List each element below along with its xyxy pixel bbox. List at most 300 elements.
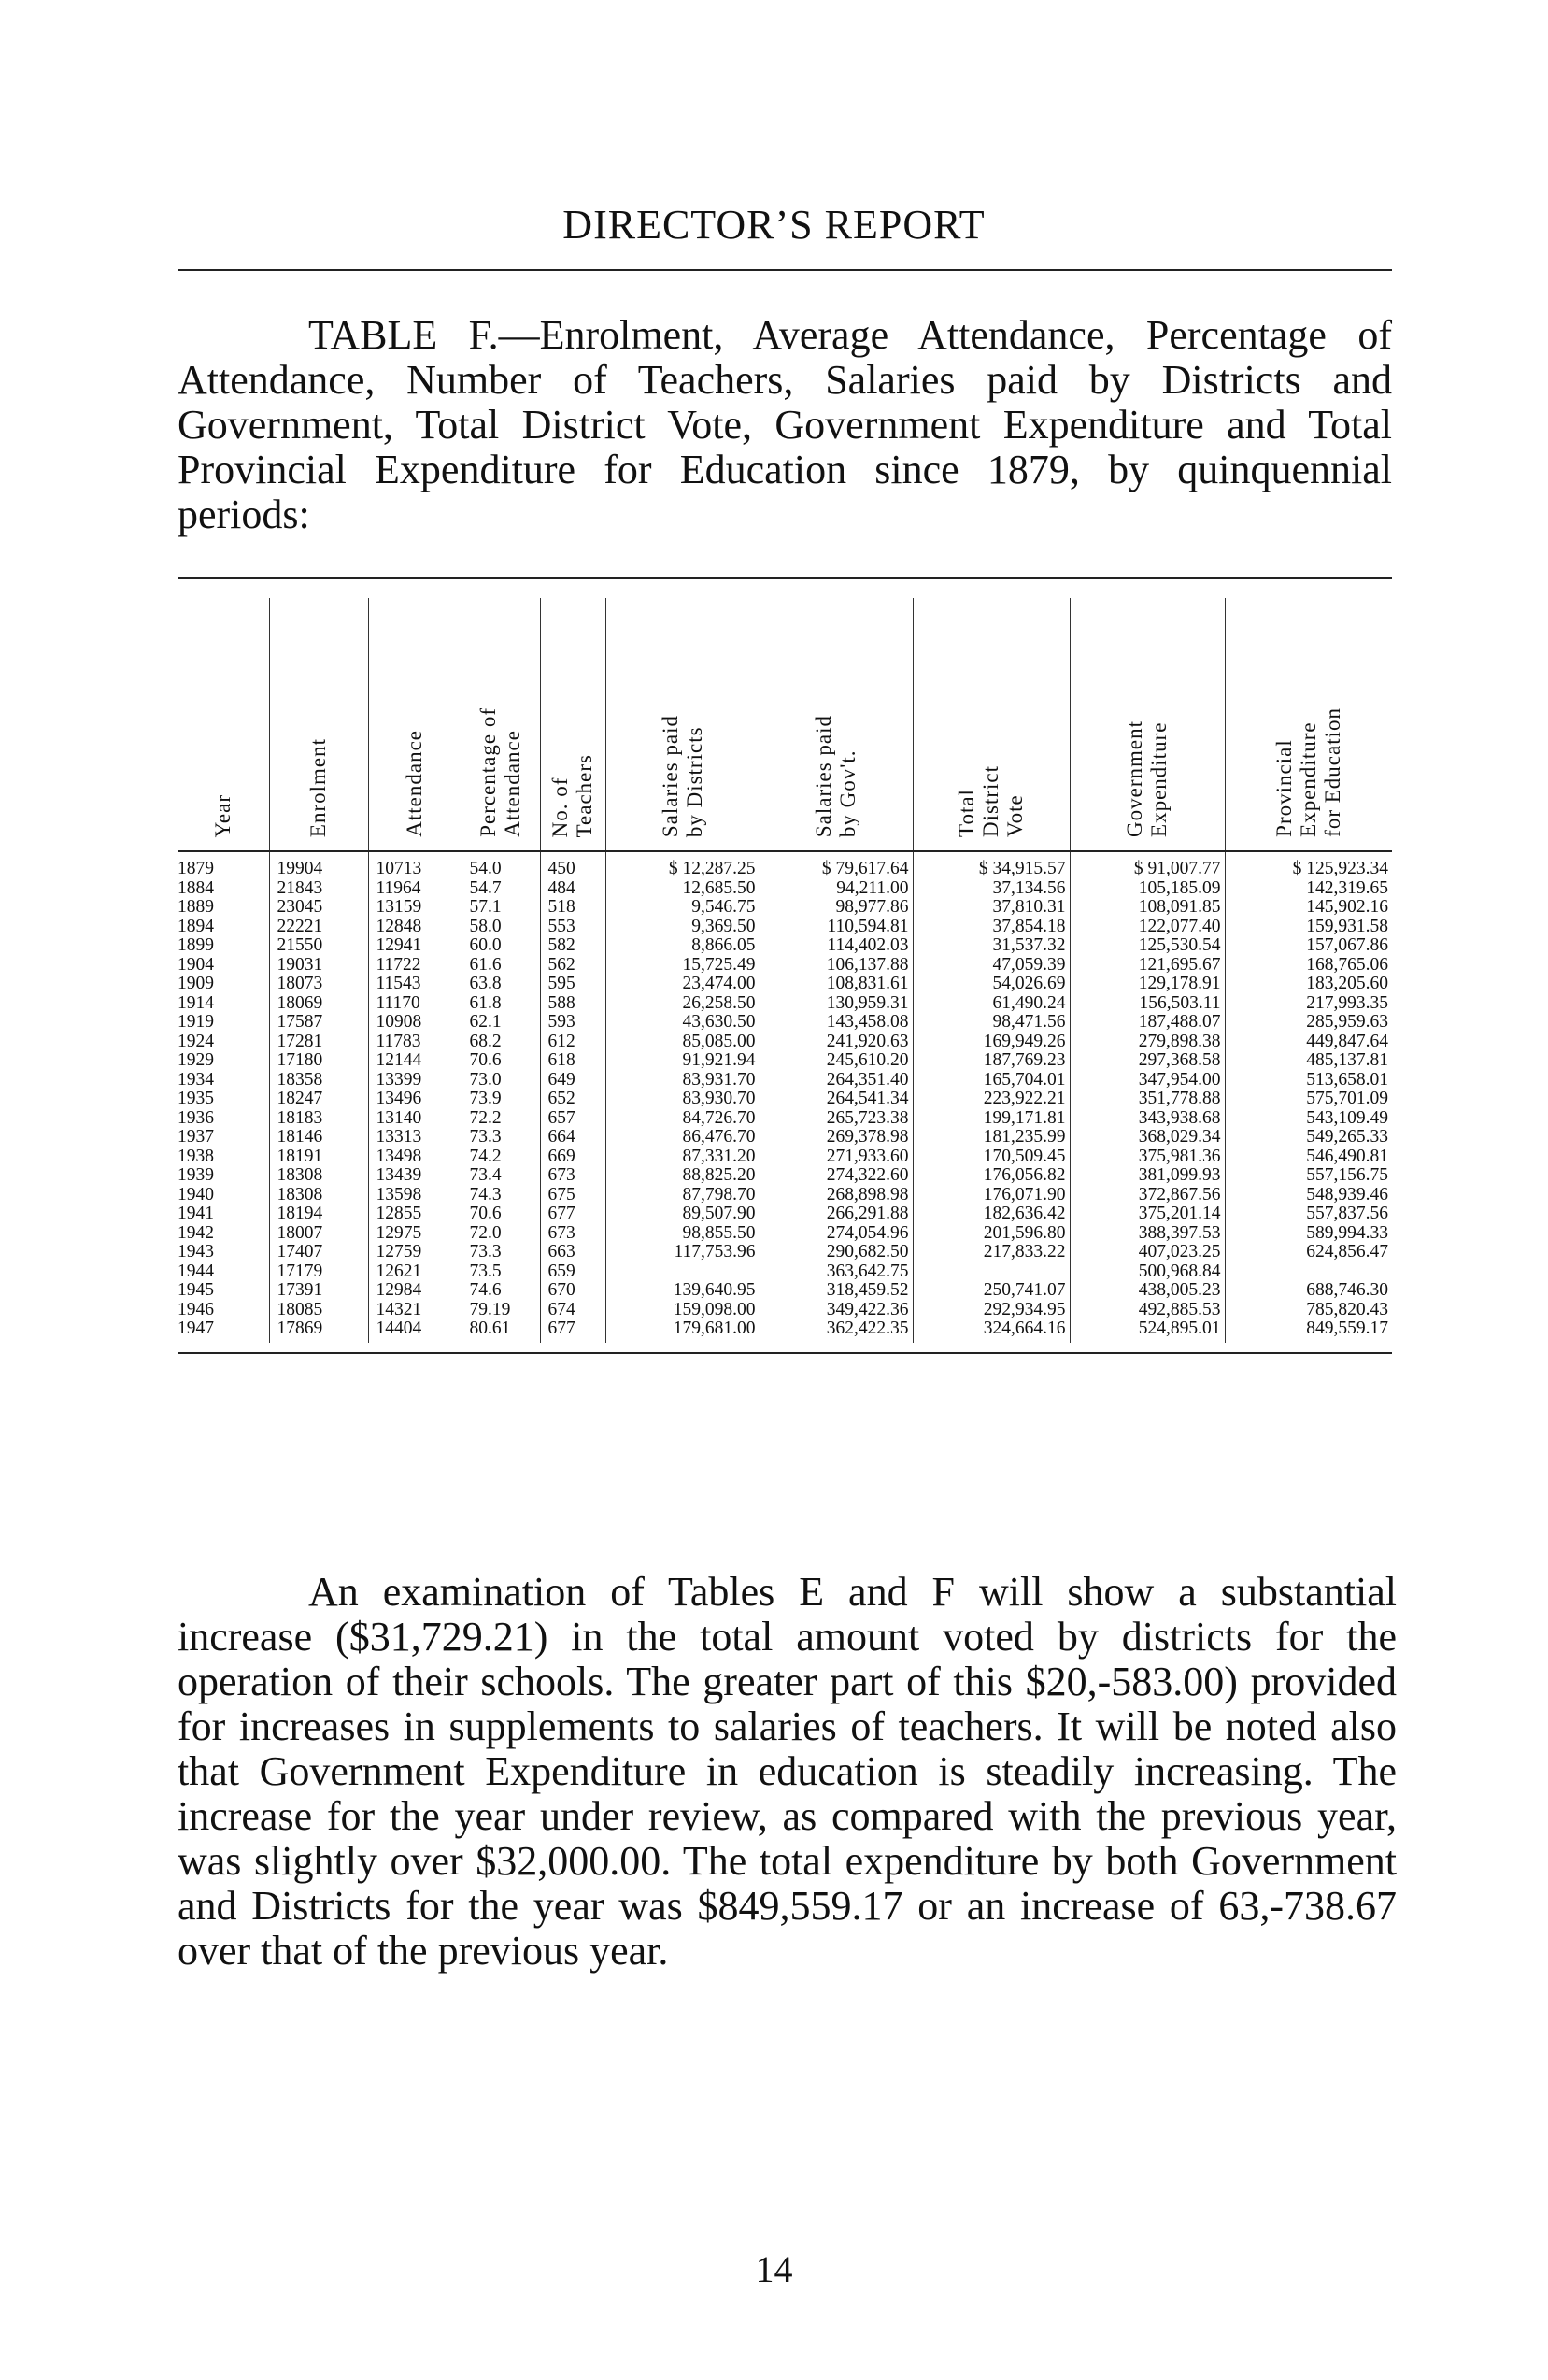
- table-cell: 217,833.22: [913, 1243, 1070, 1262]
- table-cell: 12759: [368, 1243, 462, 1262]
- table-cell: 159,931.58: [1225, 918, 1392, 937]
- table-cell: 12,685.50: [605, 879, 760, 899]
- table-cell: 677: [540, 1319, 605, 1343]
- table-cell: 108,091.85: [1070, 898, 1225, 918]
- table-cell: 266,291.88: [760, 1204, 913, 1224]
- table-cell: 157,067.86: [1225, 936, 1392, 956]
- table-cell: 279,898.38: [1070, 1033, 1225, 1052]
- table-cell: 62.1: [462, 1013, 540, 1033]
- table-row: [178, 1128, 1392, 1147]
- table-cell: 347,954.00: [1070, 1071, 1225, 1090]
- table-cell: 170,509.45: [913, 1147, 1070, 1167]
- table-cell: 1938: [178, 1146, 214, 1166]
- column-header-label: Year: [210, 793, 234, 837]
- table-cell: 543,109.49: [1225, 1109, 1392, 1129]
- table-row: [178, 1090, 1392, 1109]
- table-row: [178, 975, 1392, 994]
- table-cell: 669: [540, 1147, 605, 1167]
- table-cell: 849,559.17: [1225, 1319, 1392, 1343]
- table-row: [178, 994, 1392, 1014]
- table-cell: 553: [540, 918, 605, 937]
- table-row: [178, 956, 1392, 976]
- table-cell: 114,402.03: [760, 936, 913, 956]
- table-cell: 61.8: [462, 994, 540, 1014]
- column-header: [1070, 598, 1225, 851]
- table-cell: 9,369.50: [605, 918, 760, 937]
- table-cell: 14404: [368, 1319, 462, 1343]
- table-cell: 83,930.70: [605, 1090, 760, 1109]
- table-cell: 652: [540, 1090, 605, 1109]
- table-cell: 375,981.36: [1070, 1147, 1225, 1167]
- column-header-label: Percentage of Attendance: [476, 707, 524, 837]
- table-cell: 349,422.36: [760, 1301, 913, 1320]
- table-cell: 1899: [178, 935, 214, 955]
- table-cell: 1947: [178, 1318, 214, 1338]
- table-cell: 106,137.88: [760, 956, 913, 976]
- table-cell: 18069: [269, 994, 368, 1014]
- table-cell: 1942: [178, 1222, 214, 1243]
- table-row: [178, 1281, 1392, 1301]
- table-cell: 1894: [178, 916, 214, 936]
- table-cell: 54.7: [462, 879, 540, 899]
- table-cell: 285,959.63: [1225, 1013, 1392, 1033]
- table-cell: 292,934.95: [913, 1301, 1070, 1320]
- column-header: [913, 598, 1070, 851]
- table-cell: 290,682.50: [760, 1243, 913, 1262]
- table-cell: 1924: [178, 1031, 214, 1051]
- table-cell: 17281: [269, 1033, 368, 1052]
- table-cell: 19904: [269, 851, 368, 879]
- column-header-label: No. of Teachers: [548, 753, 596, 837]
- table-cell: 217,993.35: [1225, 994, 1392, 1014]
- table-cell: 618: [540, 1051, 605, 1071]
- table-cell: 8,866.05: [605, 936, 760, 956]
- table-cell: 169,949.26: [913, 1033, 1070, 1052]
- table-cell: 271,933.60: [760, 1147, 913, 1167]
- column-header: [605, 598, 760, 851]
- table-cell: 659: [540, 1262, 605, 1282]
- table-cell: 37,134.56: [913, 879, 1070, 899]
- table-cell: 199,171.81: [913, 1109, 1070, 1129]
- table-cell: 343,938.68: [1070, 1109, 1225, 1129]
- table-cell: 63.8: [462, 975, 540, 994]
- table-row: [178, 1033, 1392, 1052]
- table-cell: 122,077.40: [1070, 918, 1225, 937]
- column-header: [540, 598, 605, 851]
- table-cell: 21550: [269, 936, 368, 956]
- table-row: [178, 1109, 1392, 1129]
- table-row: [178, 1071, 1392, 1090]
- table-cell: 18085: [269, 1301, 368, 1320]
- table-cell: 318,459.52: [760, 1281, 913, 1301]
- table-cell: 89,507.90: [605, 1204, 760, 1224]
- table-cell: 117,753.96: [605, 1243, 760, 1262]
- table-cell: 407,023.25: [1070, 1243, 1225, 1262]
- column-header-label: Government Expenditure: [1123, 720, 1171, 837]
- table-row: [178, 1224, 1392, 1244]
- table-cell: 182,636.42: [913, 1204, 1070, 1224]
- table-cell: 79.19: [462, 1301, 540, 1320]
- table-cell: 74.2: [462, 1147, 540, 1167]
- table-cell: 518: [540, 898, 605, 918]
- table-cell: $ 79,617.64: [760, 851, 913, 879]
- table-cell: 87,798.70: [605, 1186, 760, 1205]
- table-cell: 673: [540, 1166, 605, 1186]
- table-cell: 548,939.46: [1225, 1186, 1392, 1205]
- table-row: [178, 1166, 1392, 1186]
- table-cell: 10713: [368, 851, 462, 879]
- table-cell: 13399: [368, 1071, 462, 1090]
- table-cell: 485,137.81: [1225, 1051, 1392, 1071]
- table-cell: 264,351.40: [760, 1071, 913, 1090]
- table-row: [178, 1013, 1392, 1033]
- table-cell: 57.1: [462, 898, 540, 918]
- table-cell: 22221: [269, 918, 368, 937]
- table-cell: 31,537.32: [913, 936, 1070, 956]
- table-cell: 1939: [178, 1165, 214, 1185]
- table-cell: 297,368.58: [1070, 1051, 1225, 1071]
- table-cell: 673: [540, 1224, 605, 1244]
- table-cell: 670: [540, 1281, 605, 1301]
- body-paragraph: [178, 1570, 1397, 1974]
- table-cell: 649: [540, 1071, 605, 1090]
- table-cell: 110,594.81: [760, 918, 913, 937]
- table-cell: 187,769.23: [913, 1051, 1070, 1071]
- table-cell: 657: [540, 1109, 605, 1129]
- table-cell: 223,922.21: [913, 1090, 1070, 1109]
- table-cell: 624,856.47: [1225, 1243, 1392, 1262]
- table-cell: 68.2: [462, 1033, 540, 1052]
- table-cell: 1941: [178, 1204, 214, 1223]
- column-header: [368, 598, 462, 851]
- table-cell: 17869: [269, 1319, 368, 1343]
- table-cell: 677: [540, 1204, 605, 1224]
- table-cell: 688,746.30: [1225, 1281, 1392, 1301]
- table-cell: 21843: [269, 879, 368, 899]
- table-cell: 549,265.33: [1225, 1128, 1392, 1147]
- table-cell: 176,071.90: [913, 1186, 1070, 1205]
- table-cell: 73.0: [462, 1071, 540, 1090]
- table-cell: 381,099.93: [1070, 1166, 1225, 1186]
- table-cell: 19031: [269, 956, 368, 976]
- table-body: [178, 851, 1392, 1343]
- table-cell: 492,885.53: [1070, 1301, 1225, 1320]
- table-cell: 73.3: [462, 1243, 540, 1262]
- table-cell: 1946: [178, 1299, 214, 1319]
- statistics-table: [178, 598, 1392, 1343]
- table-cell: 363,642.75: [760, 1262, 913, 1282]
- table-cell: 54,026.69: [913, 975, 1070, 994]
- table-cell: 593: [540, 1013, 605, 1033]
- table-cell: 187,488.07: [1070, 1013, 1225, 1033]
- table-cell: 183,205.60: [1225, 975, 1392, 994]
- table-row: [178, 1204, 1392, 1224]
- table-cell: 368,029.34: [1070, 1128, 1225, 1147]
- table-cell: 484: [540, 879, 605, 899]
- table-cell: 156,503.11: [1070, 994, 1225, 1014]
- table-cell: 105,185.09: [1070, 879, 1225, 899]
- table-cell: 17179: [269, 1262, 368, 1282]
- table-cell: 130,959.31: [760, 994, 913, 1014]
- table-cell: 87,331.20: [605, 1147, 760, 1167]
- table-cell: 145,902.16: [1225, 898, 1392, 918]
- table-cell: 1904: [178, 954, 214, 975]
- table-cell: 13439: [368, 1166, 462, 1186]
- table-cell: 121,695.67: [1070, 956, 1225, 976]
- table-cell: 562: [540, 956, 605, 976]
- page-number: 14: [755, 2248, 793, 2290]
- table-cell: 37,810.31: [913, 898, 1070, 918]
- table-cell: 18308: [269, 1166, 368, 1186]
- table-cell: 13598: [368, 1186, 462, 1205]
- table-cell: 17180: [269, 1051, 368, 1071]
- table-cell: 98,977.86: [760, 898, 913, 918]
- table-cell: 324,664.16: [913, 1319, 1070, 1343]
- table-row: [178, 936, 1392, 956]
- table-cell: 375,201.14: [1070, 1204, 1225, 1224]
- table-cell: 83,931.70: [605, 1071, 760, 1090]
- table-cell: 80.61: [462, 1319, 540, 1343]
- table-cell: 201,596.80: [913, 1224, 1070, 1244]
- table-cell: $ 91,007.77: [1070, 851, 1225, 879]
- table-cell: 674: [540, 1301, 605, 1320]
- table-cell: $ 12,287.25: [605, 851, 760, 879]
- table-cell: [1225, 1262, 1392, 1282]
- table-cell: 47,059.39: [913, 956, 1070, 976]
- table-row: [178, 1262, 1392, 1282]
- table-cell: 9,546.75: [605, 898, 760, 918]
- table-cell: 17391: [269, 1281, 368, 1301]
- table-cell: 12848: [368, 918, 462, 937]
- table-cell: 108,831.61: [760, 975, 913, 994]
- table-cell: 84,726.70: [605, 1109, 760, 1129]
- table-cell: 74.6: [462, 1281, 540, 1301]
- table-cell: 1937: [178, 1127, 214, 1147]
- table-cell: $ 34,915.57: [913, 851, 1070, 879]
- table-cell: 1909: [178, 974, 214, 993]
- table-cell: 18073: [269, 975, 368, 994]
- table-cell: 500,968.84: [1070, 1262, 1225, 1282]
- table-cell: 70.6: [462, 1051, 540, 1071]
- table-cell: 589,994.33: [1225, 1224, 1392, 1244]
- table-cell: 265,723.38: [760, 1109, 913, 1129]
- table-cell: 1914: [178, 992, 214, 1013]
- table-row: [178, 1051, 1392, 1071]
- table-cell: 1935: [178, 1089, 214, 1108]
- column-header: [178, 598, 269, 851]
- table-cell: 18194: [269, 1204, 368, 1224]
- column-header-label: Salaries paid by Gov't.: [812, 714, 859, 837]
- table-cell: 1879: [178, 859, 214, 878]
- table-row: [178, 898, 1392, 918]
- table-caption-text: TABLE F.—Enrolment, Average Attendance, Percentage of Attendance, Number of Teachers, Salaries paid by Districts and Government, Total District Vote, Government Expenditure and Total Provincial Expenditure for Education since 1879, by quinquennial periods:: [178, 312, 1392, 537]
- table-cell: 17587: [269, 1013, 368, 1033]
- table-cell: 274,054.96: [760, 1224, 913, 1244]
- table-cell: 1936: [178, 1107, 214, 1128]
- table-cell: 12984: [368, 1281, 462, 1301]
- table-cell: 450: [540, 851, 605, 879]
- table-cell: 664: [540, 1128, 605, 1147]
- table-cell: 582: [540, 936, 605, 956]
- table-cell: 274,322.60: [760, 1166, 913, 1186]
- table-top-rule: [178, 577, 1392, 579]
- column-header-label: Provincial Expenditure for Education: [1271, 707, 1344, 837]
- table-cell: 74.3: [462, 1186, 540, 1205]
- table-header-row: [178, 598, 1392, 851]
- table-cell: 1884: [178, 877, 214, 898]
- table-cell: 13496: [368, 1090, 462, 1109]
- table-row: [178, 1186, 1392, 1205]
- table-cell: 18358: [269, 1071, 368, 1090]
- table-cell: 165,704.01: [913, 1071, 1070, 1090]
- table-cell: 245,610.20: [760, 1051, 913, 1071]
- table-cell: 86,476.70: [605, 1128, 760, 1147]
- table-cell: 139,640.95: [605, 1281, 760, 1301]
- table-cell: 269,378.98: [760, 1128, 913, 1147]
- table-cell: 159,098.00: [605, 1301, 760, 1320]
- table-cell: 73.4: [462, 1166, 540, 1186]
- table-cell: 1944: [178, 1261, 214, 1281]
- table-cell: 595: [540, 975, 605, 994]
- table-cell: 18308: [269, 1186, 368, 1205]
- table-cell: 18146: [269, 1128, 368, 1147]
- table-cell: 12975: [368, 1224, 462, 1244]
- table-cell: 1945: [178, 1280, 214, 1300]
- table-cell: 11543: [368, 975, 462, 994]
- table-cell: 85,085.00: [605, 1033, 760, 1052]
- table-cell: 264,541.34: [760, 1090, 913, 1109]
- table-cell: 18183: [269, 1109, 368, 1129]
- table-cell: 18247: [269, 1090, 368, 1109]
- table-cell: 372,867.56: [1070, 1186, 1225, 1205]
- table-cell: 54.0: [462, 851, 540, 879]
- table-cell: 23,474.00: [605, 975, 760, 994]
- table-cell: 575,701.09: [1225, 1090, 1392, 1109]
- table-caption: [178, 313, 1392, 537]
- column-header-label: Enrolment: [306, 737, 330, 837]
- table-cell: 1943: [178, 1242, 214, 1261]
- table-cell: 142,319.65: [1225, 879, 1392, 899]
- table-cell: 60.0: [462, 936, 540, 956]
- table-cell: 43,630.50: [605, 1013, 760, 1033]
- table-cell: 13313: [368, 1128, 462, 1147]
- table-row: [178, 1147, 1392, 1167]
- column-header-label: Salaries paid by Districts: [658, 714, 706, 837]
- column-header-label: Attendance: [403, 730, 426, 837]
- table-cell: 73.3: [462, 1128, 540, 1147]
- table-cell: 73.9: [462, 1090, 540, 1109]
- table-cell: 612: [540, 1033, 605, 1052]
- page-header: DIRECTOR’S REPORT: [562, 202, 986, 248]
- table-cell: 91,921.94: [605, 1051, 760, 1071]
- table-cell: 513,658.01: [1225, 1071, 1392, 1090]
- table-cell: 179,681.00: [605, 1319, 760, 1343]
- table-cell: 129,178.91: [1070, 975, 1225, 994]
- table-cell: 15,725.49: [605, 956, 760, 976]
- table-cell: 26,258.50: [605, 994, 760, 1014]
- table-cell: 125,530.54: [1070, 936, 1225, 956]
- table-cell: 13498: [368, 1147, 462, 1167]
- table-cell: 12855: [368, 1204, 462, 1224]
- table-cell: 73.5: [462, 1262, 540, 1282]
- table-row: [178, 1319, 1392, 1343]
- table-cell: [913, 1262, 1070, 1282]
- table-cell: 98,471.56: [913, 1013, 1070, 1033]
- table-cell: 1934: [178, 1069, 214, 1090]
- table-cell: 58.0: [462, 918, 540, 937]
- table-cell: [605, 1262, 760, 1282]
- table-cell: 143,458.08: [760, 1013, 913, 1033]
- table-row: [178, 1301, 1392, 1320]
- table-cell: 17407: [269, 1243, 368, 1262]
- header-rule: [178, 269, 1392, 271]
- table-cell: 23045: [269, 898, 368, 918]
- table-cell: 663: [540, 1243, 605, 1262]
- table-cell: 181,235.99: [913, 1128, 1070, 1147]
- table-row: [178, 879, 1392, 899]
- table-cell: 14321: [368, 1301, 462, 1320]
- column-header: [462, 598, 540, 851]
- table-cell: 70.6: [462, 1204, 540, 1224]
- table-cell: 449,847.64: [1225, 1033, 1392, 1052]
- table-cell: 268,898.98: [760, 1186, 913, 1205]
- table-cell: 61.6: [462, 956, 540, 976]
- table-cell: 546,490.81: [1225, 1147, 1392, 1167]
- table-cell: 438,005.23: [1070, 1281, 1225, 1301]
- column-header: [1225, 598, 1392, 851]
- table-cell: 13159: [368, 898, 462, 918]
- table-cell: 11170: [368, 994, 462, 1014]
- table-row: [178, 918, 1392, 937]
- table-cell: 557,837.56: [1225, 1204, 1392, 1224]
- table-row: [178, 1243, 1392, 1262]
- table-cell: 1940: [178, 1184, 214, 1204]
- table-cell: 98,855.50: [605, 1224, 760, 1244]
- table-row: [178, 851, 1392, 879]
- table-cell: 176,056.82: [913, 1166, 1070, 1186]
- table-bottom-rule: [178, 1352, 1392, 1354]
- table-cell: 72.2: [462, 1109, 540, 1129]
- table-cell: 11783: [368, 1033, 462, 1052]
- table-cell: 12941: [368, 936, 462, 956]
- table-cell: 388,397.53: [1070, 1224, 1225, 1244]
- table-cell: 1919: [178, 1012, 214, 1032]
- table-cell: 1929: [178, 1050, 214, 1070]
- table-cell: 10908: [368, 1013, 462, 1033]
- body-paragraph-text: An examination of Tables E and F will show a substantial increase ($31,729.21) in the total amount voted by districts for the operation of their schools. The greater part of this $20,-583.00) provided for increases in supplements to salaries of teachers. It will be noted also that Government Expenditure in education is steadily increasing. The increase for the year under review, as compared with the previous year, was slightly over $32,000.00. The total expenditure by both Government and Districts for the year was $849,559.17 or an increase of 63,-738.67 over that of the previous year.: [178, 1569, 1397, 1974]
- table-cell: 588: [540, 994, 605, 1014]
- table-cell: 524,895.01: [1070, 1319, 1225, 1343]
- table-cell: 88,825.20: [605, 1166, 760, 1186]
- table-cell: 11722: [368, 956, 462, 976]
- table-cell: 675: [540, 1186, 605, 1205]
- table-cell: 94,211.00: [760, 879, 913, 899]
- table-cell: 12621: [368, 1262, 462, 1282]
- table-cell: 241,920.63: [760, 1033, 913, 1052]
- table-cell: 11964: [368, 879, 462, 899]
- table-cell: 362,422.35: [760, 1319, 913, 1343]
- column-header-label: Total District Vote: [955, 765, 1027, 837]
- table-cell: 72.0: [462, 1224, 540, 1244]
- table-cell: 61,490.24: [913, 994, 1070, 1014]
- table-cell: 250,741.07: [913, 1281, 1070, 1301]
- table-cell: 351,778.88: [1070, 1090, 1225, 1109]
- table-cell: 18007: [269, 1224, 368, 1244]
- table-cell: 37,854.18: [913, 918, 1070, 937]
- column-header: [269, 598, 368, 851]
- table-cell: 12144: [368, 1051, 462, 1071]
- table-cell: 18191: [269, 1147, 368, 1167]
